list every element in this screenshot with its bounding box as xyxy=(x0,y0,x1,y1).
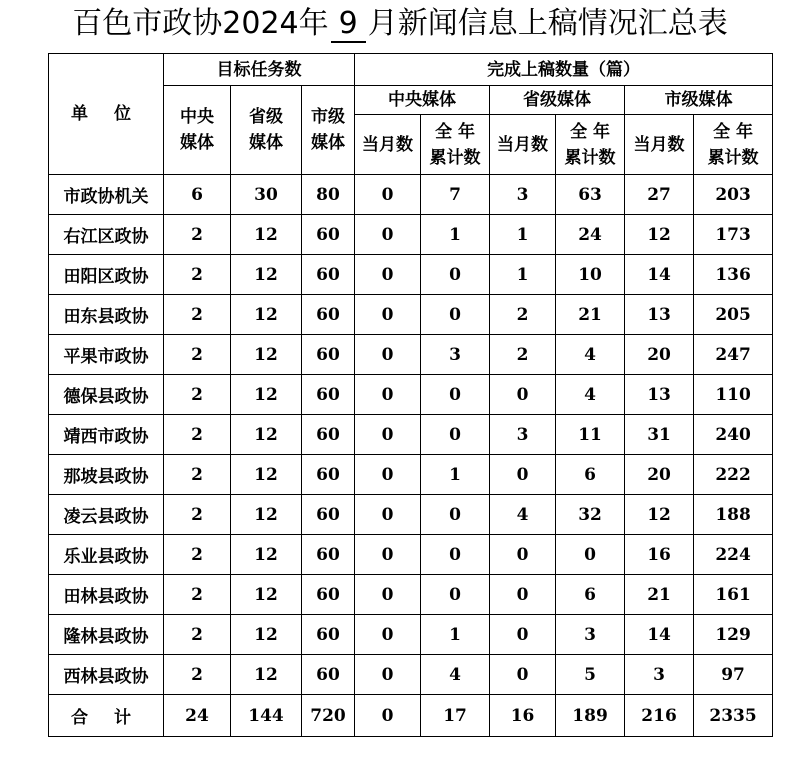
summary-table xyxy=(48,53,773,737)
cell-target-province: 12 xyxy=(231,415,302,455)
cell-city-ytd: 188 xyxy=(694,495,773,535)
cell-city-month: 31 xyxy=(625,415,694,455)
table-row xyxy=(49,655,773,695)
cell-target-province: 12 xyxy=(231,255,302,295)
cell-province-ytd: 3 xyxy=(556,615,625,655)
header-text: 全 年 xyxy=(435,121,475,142)
cell-unit: 田阳区政协 xyxy=(49,255,164,295)
header-text: 全 年 xyxy=(570,121,610,142)
cell-target-central: 2 xyxy=(164,415,231,455)
cell-city-month: 12 xyxy=(625,495,694,535)
header-central-this-month: 当月数 xyxy=(355,115,421,175)
title-suffix: 月新闻信息上稿情况汇总表 xyxy=(367,6,728,41)
cell-province-month: 2 xyxy=(490,335,556,375)
cell-target-city: 60 xyxy=(302,455,355,495)
cell-city-month: 14 xyxy=(625,255,694,295)
total-city-ytd: 2335 xyxy=(694,695,773,737)
header-target-group: 目标任务数 xyxy=(164,54,355,86)
cell-province-ytd: 0 xyxy=(556,535,625,575)
cell-city-month: 13 xyxy=(625,295,694,335)
total-province-month: 16 xyxy=(490,695,556,737)
cell-central-ytd: 0 xyxy=(421,255,490,295)
cell-province-month: 1 xyxy=(490,255,556,295)
cell-target-central: 2 xyxy=(164,215,231,255)
cell-unit: 田东县政协 xyxy=(49,295,164,335)
cell-target-province: 12 xyxy=(231,575,302,615)
header-text: 媒体 xyxy=(311,133,346,153)
table-row xyxy=(49,295,773,335)
cell-target-central: 2 xyxy=(164,295,231,335)
cell-city-ytd: 110 xyxy=(694,375,773,415)
cell-target-central: 2 xyxy=(164,375,231,415)
header-target-province xyxy=(231,86,302,175)
cell-central-month: 0 xyxy=(355,455,421,495)
cell-target-central: 2 xyxy=(164,615,231,655)
cell-target-city: 60 xyxy=(302,215,355,255)
cell-target-province: 12 xyxy=(231,495,302,535)
cell-city-ytd: 136 xyxy=(694,255,773,295)
page-title xyxy=(0,2,800,46)
header-text: 中央 xyxy=(180,107,214,127)
header-target-central xyxy=(164,86,231,175)
table-row xyxy=(49,215,773,255)
cell-province-month: 0 xyxy=(490,535,556,575)
cell-target-province: 12 xyxy=(231,375,302,415)
cell-unit: 市政协机关 xyxy=(49,175,164,215)
cell-city-month: 16 xyxy=(625,535,694,575)
cell-target-central: 2 xyxy=(164,255,231,295)
cell-target-city: 60 xyxy=(302,655,355,695)
cell-target-central: 2 xyxy=(164,335,231,375)
table-row xyxy=(49,375,773,415)
header-province-media: 省级媒体 xyxy=(490,86,625,115)
cell-unit: 乐业县政协 xyxy=(49,535,164,575)
table-footer xyxy=(49,695,773,737)
cell-central-month: 0 xyxy=(355,415,421,455)
cell-central-ytd: 7 xyxy=(421,175,490,215)
table-row xyxy=(49,175,773,215)
cell-target-city: 60 xyxy=(302,375,355,415)
cell-unit: 靖西市政协 xyxy=(49,415,164,455)
cell-central-ytd: 0 xyxy=(421,495,490,535)
header-city-this-month: 当月数 xyxy=(625,115,694,175)
cell-target-province: 12 xyxy=(231,455,302,495)
cell-central-ytd: 0 xyxy=(421,415,490,455)
header-province-this-month: 当月数 xyxy=(490,115,556,175)
cell-city-month: 20 xyxy=(625,335,694,375)
cell-city-month: 12 xyxy=(625,215,694,255)
cell-city-month: 14 xyxy=(625,615,694,655)
table-row xyxy=(49,495,773,535)
cell-province-month: 0 xyxy=(490,615,556,655)
cell-target-central: 2 xyxy=(164,575,231,615)
cell-city-month: 21 xyxy=(625,575,694,615)
cell-city-month: 20 xyxy=(625,455,694,495)
cell-city-ytd: 240 xyxy=(694,415,773,455)
header-text: 市级 xyxy=(311,107,346,127)
cell-central-month: 0 xyxy=(355,295,421,335)
cell-unit: 凌云县政协 xyxy=(49,495,164,535)
cell-province-ytd: 11 xyxy=(556,415,625,455)
cell-target-central: 2 xyxy=(164,535,231,575)
table-row xyxy=(49,455,773,495)
cell-province-ytd: 4 xyxy=(556,375,625,415)
cell-central-ytd: 1 xyxy=(421,455,490,495)
cell-target-city: 60 xyxy=(302,575,355,615)
title-prefix: 百色市政协2024年 xyxy=(72,6,329,41)
cell-province-ytd: 21 xyxy=(556,295,625,335)
header-central-ytd xyxy=(421,115,490,175)
cell-central-ytd: 0 xyxy=(421,375,490,415)
cell-target-province: 30 xyxy=(231,175,302,215)
table-row xyxy=(49,615,773,655)
cell-central-month: 0 xyxy=(355,215,421,255)
cell-central-ytd: 1 xyxy=(421,215,490,255)
cell-city-month: 13 xyxy=(625,375,694,415)
cell-target-city: 60 xyxy=(302,615,355,655)
cell-target-province: 12 xyxy=(231,335,302,375)
cell-province-ytd: 63 xyxy=(556,175,625,215)
total-city-month: 216 xyxy=(625,695,694,737)
cell-province-month: 2 xyxy=(490,295,556,335)
title-month: 9 xyxy=(331,7,366,43)
cell-city-ytd: 161 xyxy=(694,575,773,615)
cell-province-ytd: 24 xyxy=(556,215,625,255)
total-central-month: 0 xyxy=(355,695,421,737)
cell-province-ytd: 32 xyxy=(556,495,625,535)
cell-central-month: 0 xyxy=(355,255,421,295)
cell-central-ytd: 4 xyxy=(421,655,490,695)
header-central-media: 中央媒体 xyxy=(355,86,490,115)
cell-target-city: 60 xyxy=(302,255,355,295)
cell-central-month: 0 xyxy=(355,335,421,375)
cell-central-month: 0 xyxy=(355,615,421,655)
cell-city-ytd: 247 xyxy=(694,335,773,375)
table-row xyxy=(49,535,773,575)
cell-target-city: 60 xyxy=(302,335,355,375)
cell-province-month: 0 xyxy=(490,575,556,615)
header-completed-group: 完成上稿数量（篇） xyxy=(355,54,773,86)
cell-province-month: 0 xyxy=(490,375,556,415)
cell-city-ytd: 224 xyxy=(694,535,773,575)
cell-city-month: 27 xyxy=(625,175,694,215)
cell-unit: 西林县政协 xyxy=(49,655,164,695)
table-row xyxy=(49,575,773,615)
cell-province-month: 0 xyxy=(490,655,556,695)
cell-province-ytd: 5 xyxy=(556,655,625,695)
header-text: 媒体 xyxy=(180,133,214,153)
cell-target-central: 2 xyxy=(164,455,231,495)
cell-province-ytd: 6 xyxy=(556,455,625,495)
header-target-city xyxy=(302,86,355,175)
header-province-ytd xyxy=(556,115,625,175)
header-text: 省级 xyxy=(249,107,283,127)
cell-central-ytd: 3 xyxy=(421,335,490,375)
cell-city-ytd: 205 xyxy=(694,295,773,335)
table-body xyxy=(49,175,773,695)
cell-target-central: 6 xyxy=(164,175,231,215)
header-city-media: 市级媒体 xyxy=(625,86,773,115)
cell-province-month: 3 xyxy=(490,175,556,215)
header-text: 累计数 xyxy=(564,147,616,168)
total-target-city: 720 xyxy=(302,695,355,737)
cell-unit: 田林县政协 xyxy=(49,575,164,615)
total-row xyxy=(49,695,773,737)
table-row xyxy=(49,255,773,295)
total-central-ytd: 17 xyxy=(421,695,490,737)
cell-unit: 隆林县政协 xyxy=(49,615,164,655)
total-label: 合 计 xyxy=(49,695,164,737)
cell-central-ytd: 0 xyxy=(421,575,490,615)
cell-unit: 那坡县政协 xyxy=(49,455,164,495)
cell-province-ytd: 10 xyxy=(556,255,625,295)
cell-target-province: 12 xyxy=(231,535,302,575)
header-text: 全 年 xyxy=(713,121,754,142)
cell-province-month: 4 xyxy=(490,495,556,535)
header-text: 媒体 xyxy=(249,133,283,153)
cell-central-month: 0 xyxy=(355,495,421,535)
cell-province-month: 3 xyxy=(490,415,556,455)
cell-target-city: 60 xyxy=(302,495,355,535)
cell-unit: 右江区政协 xyxy=(49,215,164,255)
cell-central-month: 0 xyxy=(355,575,421,615)
cell-city-ytd: 222 xyxy=(694,455,773,495)
cell-target-central: 2 xyxy=(164,495,231,535)
cell-province-ytd: 4 xyxy=(556,335,625,375)
total-target-central: 24 xyxy=(164,695,231,737)
total-province-ytd: 189 xyxy=(556,695,625,737)
cell-target-city: 60 xyxy=(302,295,355,335)
cell-central-ytd: 0 xyxy=(421,295,490,335)
cell-city-ytd: 129 xyxy=(694,615,773,655)
cell-target-province: 12 xyxy=(231,655,302,695)
cell-target-province: 12 xyxy=(231,215,302,255)
table-row xyxy=(49,335,773,375)
cell-target-province: 12 xyxy=(231,615,302,655)
cell-city-ytd: 203 xyxy=(694,175,773,215)
cell-unit: 平果市政协 xyxy=(49,335,164,375)
cell-province-month: 0 xyxy=(490,455,556,495)
cell-city-ytd: 173 xyxy=(694,215,773,255)
cell-central-month: 0 xyxy=(355,535,421,575)
header-text: 累计数 xyxy=(707,147,759,168)
total-target-province: 144 xyxy=(231,695,302,737)
cell-province-month: 1 xyxy=(490,215,556,255)
cell-unit: 德保县政协 xyxy=(49,375,164,415)
header-unit: 单 位 xyxy=(49,54,164,175)
cell-target-province: 12 xyxy=(231,295,302,335)
cell-target-city: 60 xyxy=(302,415,355,455)
cell-central-ytd: 0 xyxy=(421,535,490,575)
cell-city-ytd: 97 xyxy=(694,655,773,695)
header-text: 累计数 xyxy=(429,147,481,168)
cell-target-central: 2 xyxy=(164,655,231,695)
cell-central-ytd: 1 xyxy=(421,615,490,655)
cell-target-city: 60 xyxy=(302,535,355,575)
cell-central-month: 0 xyxy=(355,655,421,695)
header-city-ytd xyxy=(694,115,773,175)
cell-province-ytd: 6 xyxy=(556,575,625,615)
table-header xyxy=(49,54,773,175)
cell-city-month: 3 xyxy=(625,655,694,695)
cell-central-month: 0 xyxy=(355,175,421,215)
table-row xyxy=(49,415,773,455)
cell-central-month: 0 xyxy=(355,375,421,415)
cell-target-city: 80 xyxy=(302,175,355,215)
